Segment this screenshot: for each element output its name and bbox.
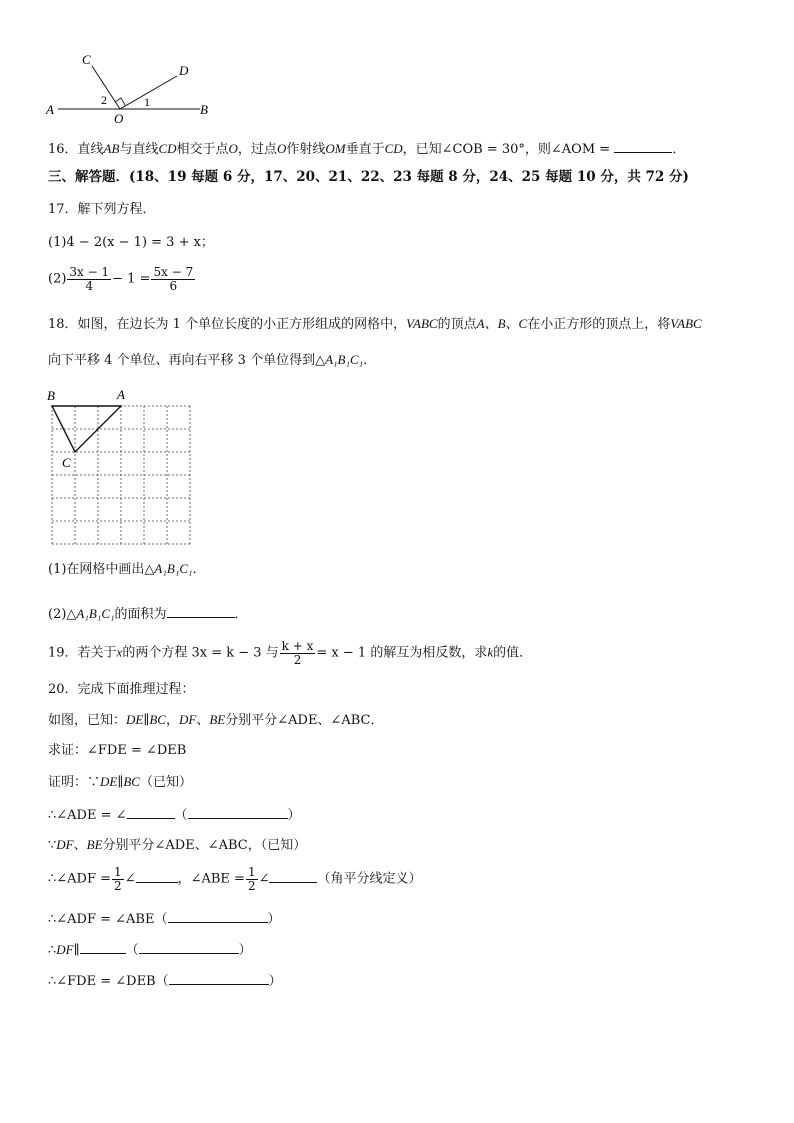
q18-tri: △A₁B₁C₁ — [315, 352, 364, 367]
q17-fraction-2 — [151, 266, 195, 292]
q20-text: （ — [125, 943, 139, 958]
q20-text: ∴∠ADF = ∠ABE — [48, 912, 155, 927]
q20-text: 分别平分∠ADE、∠ABC，（已知） — [102, 838, 307, 853]
q16-text: 相交于点 — [176, 142, 229, 157]
q16-o: O — [276, 141, 287, 156]
q18-text: ． — [234, 607, 248, 622]
frac-numerator: 1 — [247, 865, 256, 879]
q19-text: = x − 1 的解互为相反数，求 — [316, 645, 488, 661]
label-c: C — [82, 52, 91, 67]
q17-p2-label: (2) — [48, 271, 67, 287]
q20-blank-reason[interactable] — [188, 806, 288, 819]
q16-ab: AB — [103, 141, 120, 156]
angle-figure — [44, 48, 224, 126]
q16-om: OM — [325, 141, 346, 156]
label-b: B — [47, 388, 55, 403]
q20-text: ） — [238, 943, 252, 958]
q20-blank-line[interactable] — [80, 941, 126, 954]
question-17-part1: (1)4 − 2(x − 1) = 3 + x； — [48, 235, 214, 250]
question-17-part2 — [48, 266, 196, 292]
q17-fraction-1 — [67, 266, 111, 292]
section-3-heading: 三、解答题．(18、19 每题 6 分，17、20、21、22、23 每题 8 分，24、25 每题 10 分，共 72 分) — [48, 169, 689, 185]
q20-half-2 — [246, 866, 258, 892]
q20-line4 — [48, 806, 301, 822]
q20-expr: DF — [178, 712, 197, 727]
q19-fraction — [280, 640, 316, 666]
q18-text: ． — [192, 562, 206, 577]
q20-text: 、 — [73, 838, 87, 853]
q20-line7 — [48, 910, 281, 926]
q20-line2: 求证：∠FDE = ∠DEB — [48, 743, 187, 758]
q20-line1 — [48, 713, 383, 727]
q16-answer-blank[interactable] — [614, 140, 672, 153]
q18-area-blank[interactable] — [167, 605, 235, 618]
frac-denominator: 2 — [114, 878, 122, 893]
label-angle-1: 1 — [144, 95, 150, 109]
frac-numerator: k + x — [281, 639, 314, 653]
q20-expr: DE∥BC — [126, 712, 166, 727]
q20-expr: DE∥BC — [100, 774, 140, 789]
q20-text: ∴∠ADF = — [48, 871, 112, 887]
q18-tri: △A₁B₁C₁ — [66, 606, 115, 621]
frac-numerator: 1 — [114, 865, 122, 879]
q18-text: (1)在网格中画出 — [48, 562, 145, 577]
frac-denominator: 2 — [293, 652, 302, 667]
q18-text: 在小正方形的顶点上，将 — [527, 317, 671, 332]
q20-text: ∴∠ADE = ∠ — [48, 808, 127, 823]
q20-blank-angle[interactable] — [127, 806, 175, 819]
question-18-sub2 — [48, 605, 248, 621]
q20-text: 分别平分∠ADE、∠ABC． — [225, 713, 384, 728]
q16-text: ，过点 — [237, 142, 277, 157]
q19-text: 19．若关于 — [48, 645, 117, 661]
label-a: A — [117, 387, 125, 402]
grid-figure[interactable] — [44, 384, 204, 546]
question-20-title: 20．完成下面推理过程： — [48, 682, 195, 697]
q16-cd: CD — [384, 141, 403, 156]
label-c: C — [62, 455, 71, 470]
q16-text: 16．直线 — [48, 142, 104, 157]
q16-text: ，已知∠COB = 30°，则∠AOM = — [402, 142, 611, 157]
triangle-abc — [52, 406, 121, 452]
q20-text: （角平分线定义） — [317, 871, 422, 887]
q20-text: ，∠ABE = — [177, 871, 245, 887]
question-18-line2 — [48, 353, 376, 367]
q18-text: 的面积为 — [114, 607, 167, 622]
q20-line8 — [48, 941, 252, 957]
q18-tri: VABC — [406, 316, 438, 331]
q20-line5 — [48, 838, 306, 852]
q18-text: (2) — [48, 607, 67, 622]
q20-text: （ — [174, 808, 188, 823]
q20-text: ∴ — [48, 943, 57, 958]
q18-tri: VABC — [670, 316, 702, 331]
q18-tri: △A₁B₁C₁ — [144, 561, 193, 576]
q20-text: ∠ — [258, 871, 270, 887]
q20-blank-reason[interactable] — [139, 941, 239, 954]
q20-blank-angle[interactable] — [269, 870, 317, 883]
label-a: A — [46, 102, 54, 117]
q16-text: 与直线 — [119, 142, 159, 157]
q20-text: （已知） — [139, 775, 192, 790]
q20-expr: DF — [56, 837, 74, 852]
q18-text: 向下平移 4 个单位、再向右平移 3 个单位得到 — [48, 353, 316, 368]
question-16 — [48, 140, 685, 156]
q20-blank-reason[interactable] — [168, 910, 268, 923]
question-19 — [48, 640, 532, 666]
frac-numerator: 3x − 1 — [69, 265, 110, 279]
q16-o: O — [228, 141, 238, 156]
q20-line3 — [48, 775, 192, 789]
q20-blank-reason[interactable] — [169, 972, 269, 985]
q19-text: 的值． — [493, 645, 533, 661]
q16-text: ． — [672, 142, 686, 157]
q17-p2-op: − 1 = — [112, 271, 151, 287]
q20-text: ） — [287, 808, 301, 823]
q16-text: 垂直于 — [345, 142, 385, 157]
q20-line9 — [48, 972, 282, 988]
q20-text: ） — [267, 912, 281, 927]
triangle-abc-shape — [52, 406, 121, 452]
q20-text: ∠ — [124, 871, 136, 887]
frac-denominator: 4 — [85, 278, 94, 293]
q18-text: ． — [363, 353, 377, 368]
question-18-line1 — [48, 317, 702, 331]
q20-half-1 — [112, 866, 124, 892]
question-18-sub1 — [48, 562, 206, 576]
label-d: D — [179, 63, 189, 78]
q18-text: 的顶点 — [437, 317, 477, 332]
q18-text: 18．如图，在边长为 1 个单位长度的小正方形组成的网格中， — [48, 317, 407, 332]
q19-text: 的两个方程 3x = k − 3 与 — [122, 645, 279, 661]
q19-var: x — [116, 644, 123, 660]
question-17-title: 17．解下列方程． — [48, 202, 156, 217]
grid-lines — [52, 406, 190, 544]
frac-denominator: 2 — [247, 878, 256, 893]
q16-cd: CD — [158, 141, 177, 156]
label-angle-2: 2 — [101, 93, 107, 107]
frac-numerator: 5x − 7 — [153, 265, 194, 279]
q20-line6 — [48, 866, 422, 892]
label-b: B — [200, 102, 208, 117]
q20-text: （ — [155, 974, 169, 989]
q20-blank-angle[interactable] — [136, 870, 178, 883]
q20-text: （ — [154, 912, 168, 927]
q20-text: ） — [268, 974, 282, 989]
q20-expr: BE — [209, 712, 226, 727]
q16-text: 作射线 — [286, 142, 326, 157]
q20-text: ∵ — [48, 838, 57, 853]
q18-vertices: A、B、C — [476, 316, 528, 331]
q20-text: ∴∠FDE = ∠DEB — [48, 974, 156, 989]
q20-expr: DF∥ — [56, 942, 80, 957]
q20-text: ， — [165, 713, 179, 728]
q19-var: k — [487, 644, 494, 660]
q20-text: 如图，已知： — [48, 713, 127, 728]
q20-text: 证明：∵ — [48, 775, 101, 790]
frac-denominator: 6 — [169, 278, 178, 293]
label-o: O — [114, 111, 124, 126]
q20-text: 、 — [196, 713, 210, 728]
q20-expr: BE — [86, 837, 103, 852]
